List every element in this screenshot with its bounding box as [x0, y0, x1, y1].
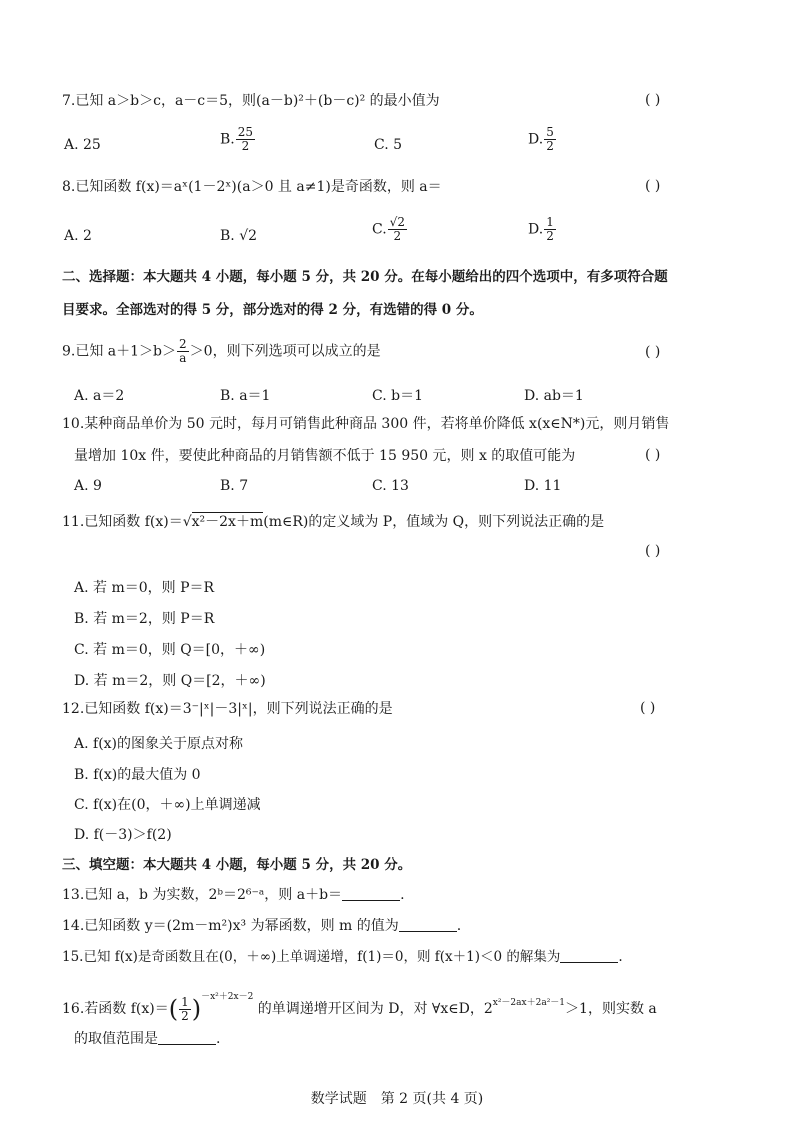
- section2-heading-line2: 目要求。全部选对的得 5 分，部分选对的得 2 分，有选错的得 0 分。: [62, 302, 483, 318]
- q8-option-c: C. $\frac{√2}{2}$: [372, 215, 405, 243]
- q10-option-d: D. 11: [524, 478, 562, 494]
- q9-answer-paren: ( ): [645, 344, 661, 360]
- q11-radicand: x²－2x＋m: [191, 514, 264, 530]
- section2-heading-line1: 二、选择题：本大题共 4 小题，每小题 5 分，共 20 分。在每小题给出的四个选项中，有多项符合题: [62, 269, 668, 285]
- q9-option-a: A. a＝2: [74, 388, 125, 404]
- q13-answer-blank: [342, 888, 400, 901]
- q10-stem-line1: 10.某种商品单价为 50 元时，每月可销售此种商品 300 件，若将单价降低 x(x∈N*)元，则月销售: [62, 416, 670, 432]
- q7-option-d: D. $\frac{5}{2}$: [528, 125, 554, 153]
- q11-option-a: A. 若 m＝0，则 P＝R: [74, 580, 215, 596]
- q13-stem: 13.已知 a，b 为实数，2ᵇ＝2⁶⁻ᵃ，则 a＋b＝ .: [62, 887, 405, 903]
- q12-option-c: C. f(x)在(0，＋∞)上单调递减: [74, 797, 261, 813]
- q9-fraction: $\frac{2}{a}$: [179, 337, 187, 365]
- q10-option-a: A. 9: [74, 478, 102, 494]
- q7-option-b-fraction: $\frac{25}{2}$: [237, 125, 254, 153]
- q11-stem: 11.已知函数 f(x)＝√x²－2x＋m(m∈R)的定义域为 P，值域为 Q，则下列说法正确的是: [62, 514, 605, 530]
- q11-option-b: B. 若 m＝2，则 P＝R: [74, 611, 215, 627]
- q7-option-d-fraction: $\frac{5}{2}$: [546, 125, 554, 153]
- q12-option-d: D. f(－3)＞f(2): [74, 827, 172, 843]
- section3-heading: 三、填空题：本大题共 4 小题，每小题 5 分，共 20 分。: [62, 857, 412, 873]
- q10-answer-paren: ( ): [645, 447, 661, 463]
- q7-option-a: A. 25: [64, 137, 101, 153]
- q8-stem: 8.已知函数 f(x)＝aˣ(1－2ˣ)(a＞0 且 a≠1)是奇函数，则 a＝: [62, 179, 442, 195]
- q16-stem-line2: 的取值范围是 .: [74, 1031, 221, 1047]
- q8-answer-paren: ( ): [645, 178, 661, 194]
- q16-base-fraction: $\frac{1}{2}$: [181, 994, 189, 1023]
- q7-stem: 7.已知 a＞b＞c，a－c＝5，则(a－b)²＋(b－c)² 的最小值为: [62, 93, 440, 109]
- q8-option-b: B. √2: [220, 228, 258, 244]
- q16-answer-blank: [158, 1032, 216, 1045]
- q8-option-d-fraction: $\frac{1}{2}$: [546, 215, 554, 243]
- q16-exponent2: x²－2ax＋2a²－1: [492, 998, 566, 1008]
- q10-option-b: B. 7: [220, 478, 249, 494]
- q7-option-b: B. $\frac{25}{2}$: [220, 125, 254, 153]
- q12-stem: 12.已知函数 f(x)＝3⁻|ˣ|－3|ˣ|，则下列说法正确的是: [62, 701, 393, 717]
- page-footer: 数学试题 第 2 页(共 4 页): [310, 1091, 484, 1107]
- q9-stem: 9.已知 a＋1＞b＞ $\frac{2}{a}$ ＞0，则下列选项可以成立的是: [62, 337, 381, 365]
- q11-option-c: C. 若 m＝0，则 Q＝[0，＋∞): [74, 642, 266, 658]
- q16-exponent1: －x²＋2x－2: [201, 992, 254, 1002]
- q8-option-d: D. $\frac{1}{2}$: [528, 215, 554, 243]
- q12-answer-paren: ( ): [640, 700, 656, 716]
- q9-option-b: B. a＝1: [220, 388, 271, 404]
- q8-option-c-fraction: $\frac{√2}{2}$: [389, 215, 405, 243]
- q16-stem-line1: 16.若函数 f(x)＝( $\frac{1}{2}$ )$^{-x^2+2x-2}$ 的单调递增开区间为 D，对 ∀x∈D，$2^{x^2-2ax+2a^2-1}>1$，则实数 a: [62, 992, 657, 1023]
- q15-stem: 15.已知 f(x)是奇函数且在(0，＋∞)上单调递增，f(1)＝0，则 f(x＋1)＜0 的解集为 .: [62, 949, 623, 965]
- q11-option-d: D. 若 m＝2，则 Q＝[2，＋∞): [74, 673, 266, 689]
- q10-stem-line2: 量增加 10x 件，要使此种商品的月销售额不低于 15 950 元，则 x 的取值可能为: [74, 448, 576, 464]
- q12-option-a: A. f(x)的图象关于原点对称: [74, 736, 244, 752]
- q9-option-c: C. b＝1: [372, 388, 423, 404]
- q7-answer-paren: ( ): [645, 92, 661, 108]
- q7-option-c: C. 5: [374, 137, 403, 153]
- q12-option-b: B. f(x)的最大值为 0: [74, 767, 201, 783]
- q15-answer-blank: [560, 950, 618, 963]
- q9-option-d: D. ab＝1: [524, 388, 584, 404]
- q14-stem: 14.已知函数 y＝(2m－m²)x³ 为幂函数，则 m 的值为 .: [62, 918, 462, 934]
- q11-answer-paren: ( ): [645, 543, 661, 559]
- q14-answer-blank: [399, 919, 457, 932]
- q8-option-a: A. 2: [64, 228, 92, 244]
- q10-option-c: C. 13: [372, 478, 409, 494]
